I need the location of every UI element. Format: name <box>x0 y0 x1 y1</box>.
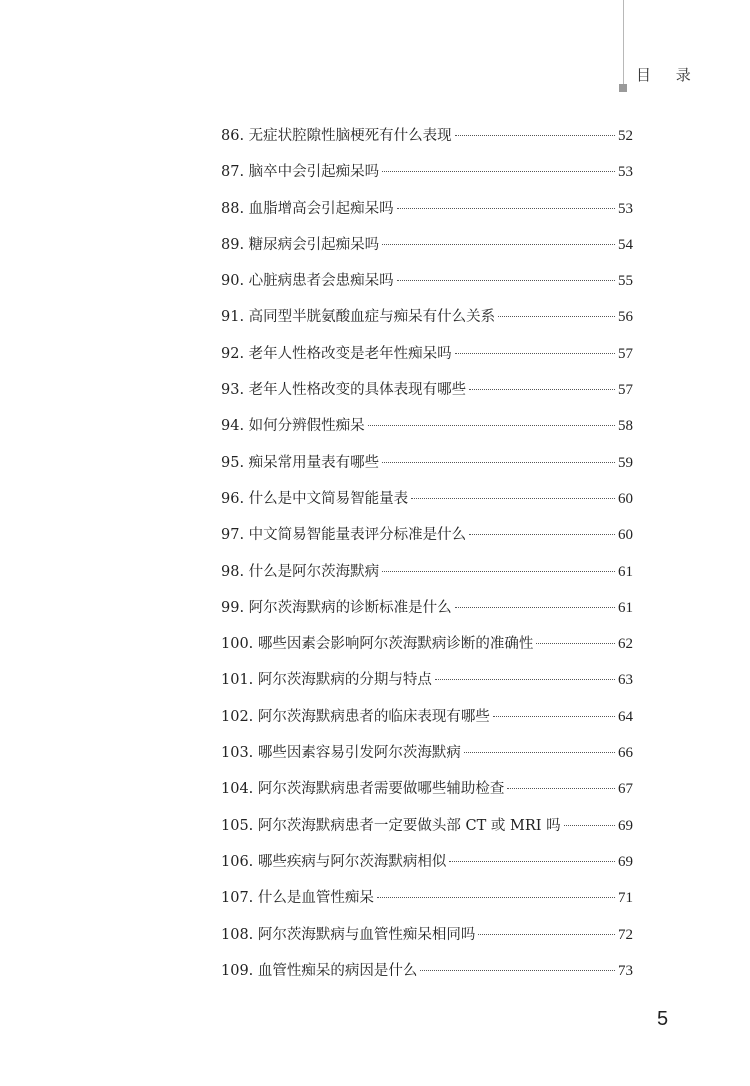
toc-dot-leader <box>455 607 615 608</box>
table-of-contents <box>221 124 633 995</box>
toc-entry-title: 106. 哪些疾病与阿尔茨海默病相似 <box>221 853 447 870</box>
toc-entry <box>221 305 633 341</box>
toc-entry <box>221 269 633 305</box>
toc-entry <box>221 342 633 378</box>
toc-dot-leader <box>455 135 615 136</box>
toc-entry <box>221 124 633 160</box>
toc-entry-title: 102. 阿尔茨海默病患者的临床表现有哪些 <box>221 708 490 725</box>
toc-entry-page-number: 60 <box>618 490 633 507</box>
running-header-title: 目 录 <box>636 66 701 84</box>
toc-dot-leader <box>411 498 615 499</box>
toc-entry-page-number: 59 <box>618 454 633 471</box>
toc-entry-title: 103. 哪些因素容易引发阿尔茨海默病 <box>221 745 461 762</box>
toc-entry <box>221 160 633 196</box>
page-number: 5 <box>657 1008 669 1030</box>
toc-entry-page-number: 54 <box>618 236 633 253</box>
toc-entry-page-number: 69 <box>618 853 633 870</box>
toc-entry <box>221 777 633 813</box>
toc-dot-leader <box>397 280 615 281</box>
toc-entry <box>221 378 633 414</box>
toc-entry-title: 93. 老年人性格改变的具体表现有哪些 <box>221 382 467 399</box>
toc-dot-leader <box>377 897 615 898</box>
toc-dot-leader <box>397 208 615 209</box>
toc-dot-leader <box>382 171 615 172</box>
toc-entry-page-number: 73 <box>618 962 633 979</box>
toc-entry-page-number: 69 <box>618 817 633 834</box>
toc-entry <box>221 596 633 632</box>
header-divider-line <box>623 0 624 84</box>
toc-entry <box>221 959 633 995</box>
toc-entry <box>221 197 633 233</box>
toc-entry-page-number: 57 <box>618 345 633 362</box>
toc-entry-title: 89. 糖尿病会引起痴呆吗 <box>221 236 380 253</box>
toc-entry <box>221 233 633 269</box>
toc-entry-title: 98. 什么是阿尔茨海默病 <box>221 563 380 580</box>
toc-dot-leader <box>464 752 615 753</box>
toc-entry <box>221 923 633 959</box>
toc-dot-leader <box>498 316 615 317</box>
toc-entry-page-number: 64 <box>618 708 633 725</box>
toc-entry-page-number: 66 <box>618 745 633 762</box>
toc-entry-title: 97. 中文简易智能量表评分标准是什么 <box>221 527 467 544</box>
toc-dot-leader <box>469 389 615 390</box>
toc-dot-leader <box>382 462 615 463</box>
toc-entry-title: 104. 阿尔茨海默病患者需要做哪些辅助检查 <box>221 781 505 798</box>
toc-entry-page-number: 61 <box>618 563 633 580</box>
toc-dot-leader <box>455 353 615 354</box>
toc-entry <box>221 451 633 487</box>
toc-dot-leader <box>449 861 615 862</box>
toc-entry <box>221 487 633 523</box>
toc-dot-leader <box>420 970 615 971</box>
toc-entry-page-number: 53 <box>618 200 633 217</box>
toc-entry <box>221 850 633 886</box>
toc-entry-page-number: 62 <box>618 636 633 653</box>
toc-entry-page-number: 58 <box>618 418 633 435</box>
toc-dot-leader <box>493 716 615 717</box>
toc-entry-page-number: 57 <box>618 382 633 399</box>
toc-dot-leader <box>469 534 615 535</box>
toc-entry-page-number: 71 <box>618 890 633 907</box>
toc-entry-title: 101. 阿尔茨海默病的分期与特点 <box>221 672 432 689</box>
toc-entry-page-number: 72 <box>618 926 633 943</box>
toc-dot-leader <box>564 825 615 826</box>
toc-entry-title: 100. 哪些因素会影响阿尔茨海默病诊断的准确性 <box>221 636 534 653</box>
toc-entry <box>221 523 633 559</box>
toc-entry-title: 95. 痴呆常用量表有哪些 <box>221 454 380 471</box>
toc-dot-leader <box>382 244 615 245</box>
toc-entry-title: 91. 高同型半胱氨酸血症与痴呆有什么关系 <box>221 309 496 326</box>
toc-entry <box>221 886 633 922</box>
toc-entry-page-number: 67 <box>618 781 633 798</box>
toc-entry <box>221 705 633 741</box>
toc-entry-title: 92. 老年人性格改变是老年性痴呆吗 <box>221 345 452 362</box>
toc-entry <box>221 632 633 668</box>
toc-entry-title: 88. 血脂增高会引起痴呆吗 <box>221 200 394 217</box>
toc-entry-page-number: 53 <box>618 164 633 181</box>
toc-dot-leader <box>435 679 615 680</box>
toc-entry-page-number: 55 <box>618 273 633 290</box>
toc-entry-title: 90. 心脏病患者会患痴呆吗 <box>221 273 394 290</box>
toc-entry-title: 108. 阿尔茨海默病与血管性痴呆相同吗 <box>221 926 476 943</box>
toc-entry-title: 94. 如何分辨假性痴呆 <box>221 418 365 435</box>
toc-dot-leader <box>478 934 615 935</box>
toc-entry <box>221 668 633 704</box>
toc-entry <box>221 814 633 850</box>
header-marker <box>619 84 627 92</box>
toc-dot-leader <box>368 425 615 426</box>
toc-entry-title: 105. 阿尔茨海默病患者一定要做头部 CT 或 MRI 吗 <box>221 817 561 834</box>
toc-entry <box>221 741 633 777</box>
toc-entry-title: 109. 血管性痴呆的病因是什么 <box>221 962 418 979</box>
toc-dot-leader <box>382 571 615 572</box>
toc-dot-leader <box>536 643 615 644</box>
toc-entry-page-number: 56 <box>618 309 633 326</box>
toc-entry-page-number: 63 <box>618 672 633 689</box>
toc-entry-page-number: 61 <box>618 599 633 616</box>
toc-entry-title: 86. 无症状腔隙性脑梗死有什么表现 <box>221 128 452 144</box>
toc-entry-page-number: 60 <box>618 527 633 544</box>
toc-entry <box>221 414 633 450</box>
toc-entry-title: 99. 阿尔茨海默病的诊断标准是什么 <box>221 599 452 616</box>
toc-entry <box>221 560 633 596</box>
toc-entry-title: 96. 什么是中文简易智能量表 <box>221 490 409 507</box>
toc-entry-title: 87. 脑卒中会引起痴呆吗 <box>221 164 380 181</box>
toc-entry-title: 107. 什么是血管性痴呆 <box>221 890 374 907</box>
toc-entry-page-number: 52 <box>618 128 633 144</box>
toc-dot-leader <box>507 788 615 789</box>
